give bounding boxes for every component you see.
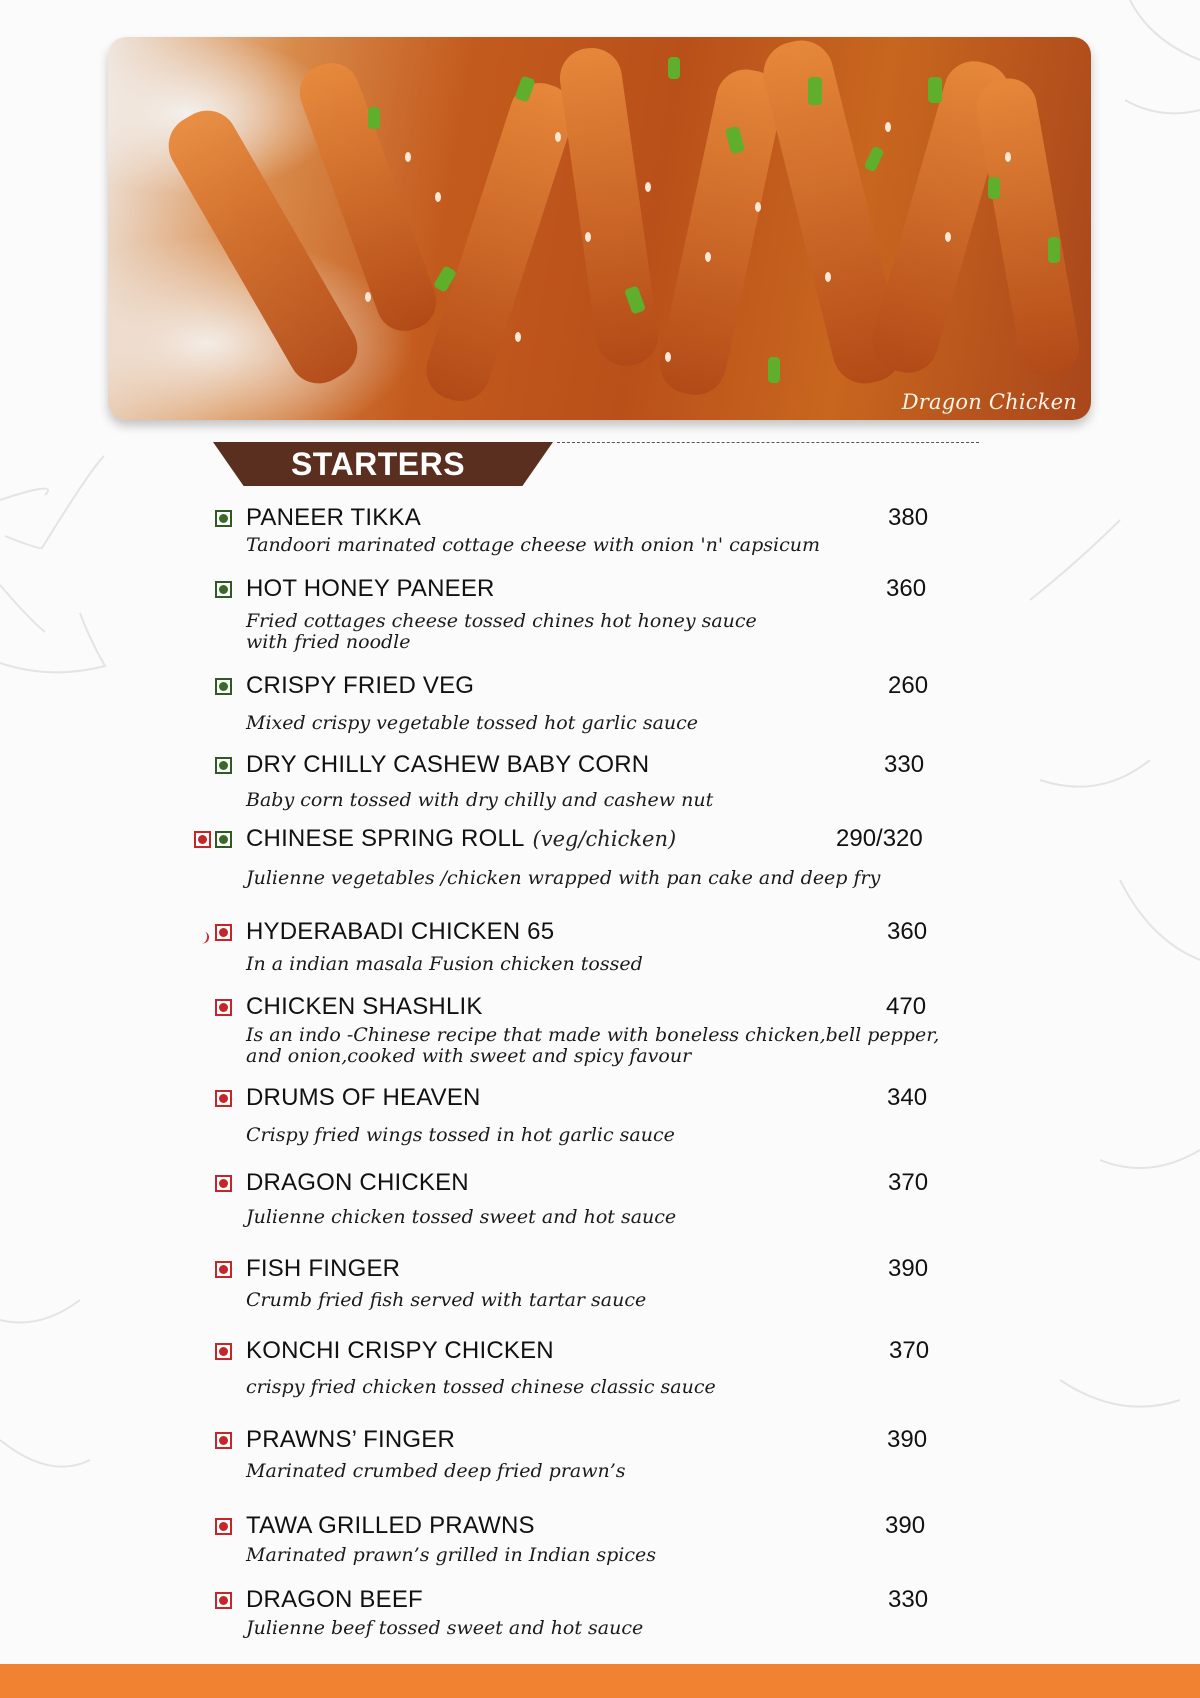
item-price: 330 [888, 1586, 929, 1613]
veg-indicator-icon [215, 831, 232, 848]
section-header-starters [213, 442, 553, 486]
nonveg-indicator-icon [215, 1432, 232, 1449]
item-description: crispy fried chicken tossed chinese classic sauce [246, 1376, 716, 1398]
item-name: CRISPY FRIED VEG [246, 672, 475, 699]
item-description: Is an indo -Chinese recipe that made with boneless chicken,bell pepper, [246, 1024, 940, 1046]
nonveg-indicator-icon [215, 999, 232, 1016]
item-description: Tandoori marinated cottage cheese with onion 'n' capsicum [246, 534, 820, 556]
item-variant-note: (veg/chicken) [532, 827, 677, 851]
hero-caption: Dragon Chicken [901, 390, 1077, 414]
item-price: 470 [886, 993, 927, 1020]
item-name: FISH FINGER [246, 1255, 401, 1282]
nonveg-indicator-icon [215, 1261, 232, 1278]
item-price: 260 [888, 672, 929, 699]
item-name: CHICKEN SHASHLIK [246, 993, 483, 1020]
veg-indicator-icon [215, 581, 232, 598]
veg-indicator-icon [215, 678, 232, 695]
item-name: PANEER TIKKA [246, 504, 421, 531]
stray-red-mark [202, 932, 210, 945]
item-name: CHINESE SPRING ROLL (veg/chicken) [246, 825, 677, 852]
item-description: Fried cottages cheese tossed chines hot honey sauce [246, 610, 757, 632]
veg-indicator-icon [215, 510, 232, 527]
item-description: Baby corn tossed with dry chilly and cashew nut [246, 789, 714, 811]
item-price: 360 [886, 575, 927, 602]
nonveg-indicator-icon [215, 924, 232, 941]
item-description: Crispy fried wings tossed in hot garlic sauce [246, 1124, 675, 1146]
item-description: Crumb fried fish served with tartar sauce [246, 1289, 647, 1311]
nonveg-indicator-icon [194, 831, 211, 848]
veg-indicator-icon [215, 757, 232, 774]
footer-bar [0, 1664, 1200, 1698]
item-name: HOT HONEY PANEER [246, 575, 495, 602]
item-name: DRUMS OF HEAVEN [246, 1084, 481, 1111]
nonveg-indicator-icon [215, 1343, 232, 1360]
item-price: 330 [884, 751, 925, 778]
item-description: Marinated prawn’s grilled in Indian spices [246, 1544, 656, 1566]
item-description: Marinated crumbed deep fried prawn’s [246, 1460, 626, 1482]
item-description: Mixed crispy vegetable tossed hot garlic sauce [246, 712, 699, 734]
item-name: DRY CHILLY CASHEW BABY CORN [246, 751, 650, 778]
item-description: with fried noodle [246, 631, 411, 653]
item-price: 390 [887, 1426, 928, 1453]
item-description: In a indian masala Fusion chicken tossed [246, 953, 643, 975]
item-name: TAWA GRILLED PRAWNS [246, 1512, 535, 1539]
item-name: HYDERABADI CHICKEN 65 [246, 918, 555, 945]
nonveg-indicator-icon [215, 1592, 232, 1609]
item-price: 370 [888, 1169, 929, 1196]
item-name: KONCHI CRISPY CHICKEN [246, 1337, 554, 1364]
dragon-chicken-illustration [108, 37, 1091, 420]
item-name: DRAGON BEEF [246, 1586, 423, 1613]
item-price: 360 [887, 918, 928, 945]
item-price: 290/320 [836, 825, 923, 852]
section-divider-dashed [557, 442, 979, 443]
nonveg-indicator-icon [215, 1175, 232, 1192]
section-title: STARTERS [290, 446, 466, 482]
nonveg-indicator-icon [215, 1090, 232, 1107]
item-price: 390 [888, 1255, 929, 1282]
item-description: and onion,cooked with sweet and spicy favour [246, 1045, 692, 1067]
nonveg-indicator-icon [215, 1518, 232, 1535]
item-description: Julienne beef tossed sweet and hot sauce [246, 1617, 644, 1639]
item-price: 370 [889, 1337, 930, 1364]
item-name: PRAWNS’ FINGER [246, 1426, 456, 1453]
item-description: Julienne vegetables /chicken wrapped with pan cake and deep fry [246, 867, 881, 889]
item-price: 380 [888, 504, 929, 531]
hero-food-photo [108, 37, 1091, 420]
item-name: DRAGON CHICKEN [246, 1169, 469, 1196]
item-price: 390 [885, 1512, 926, 1539]
item-price: 340 [887, 1084, 928, 1111]
item-description: Julienne chicken tossed sweet and hot sauce [246, 1206, 677, 1228]
